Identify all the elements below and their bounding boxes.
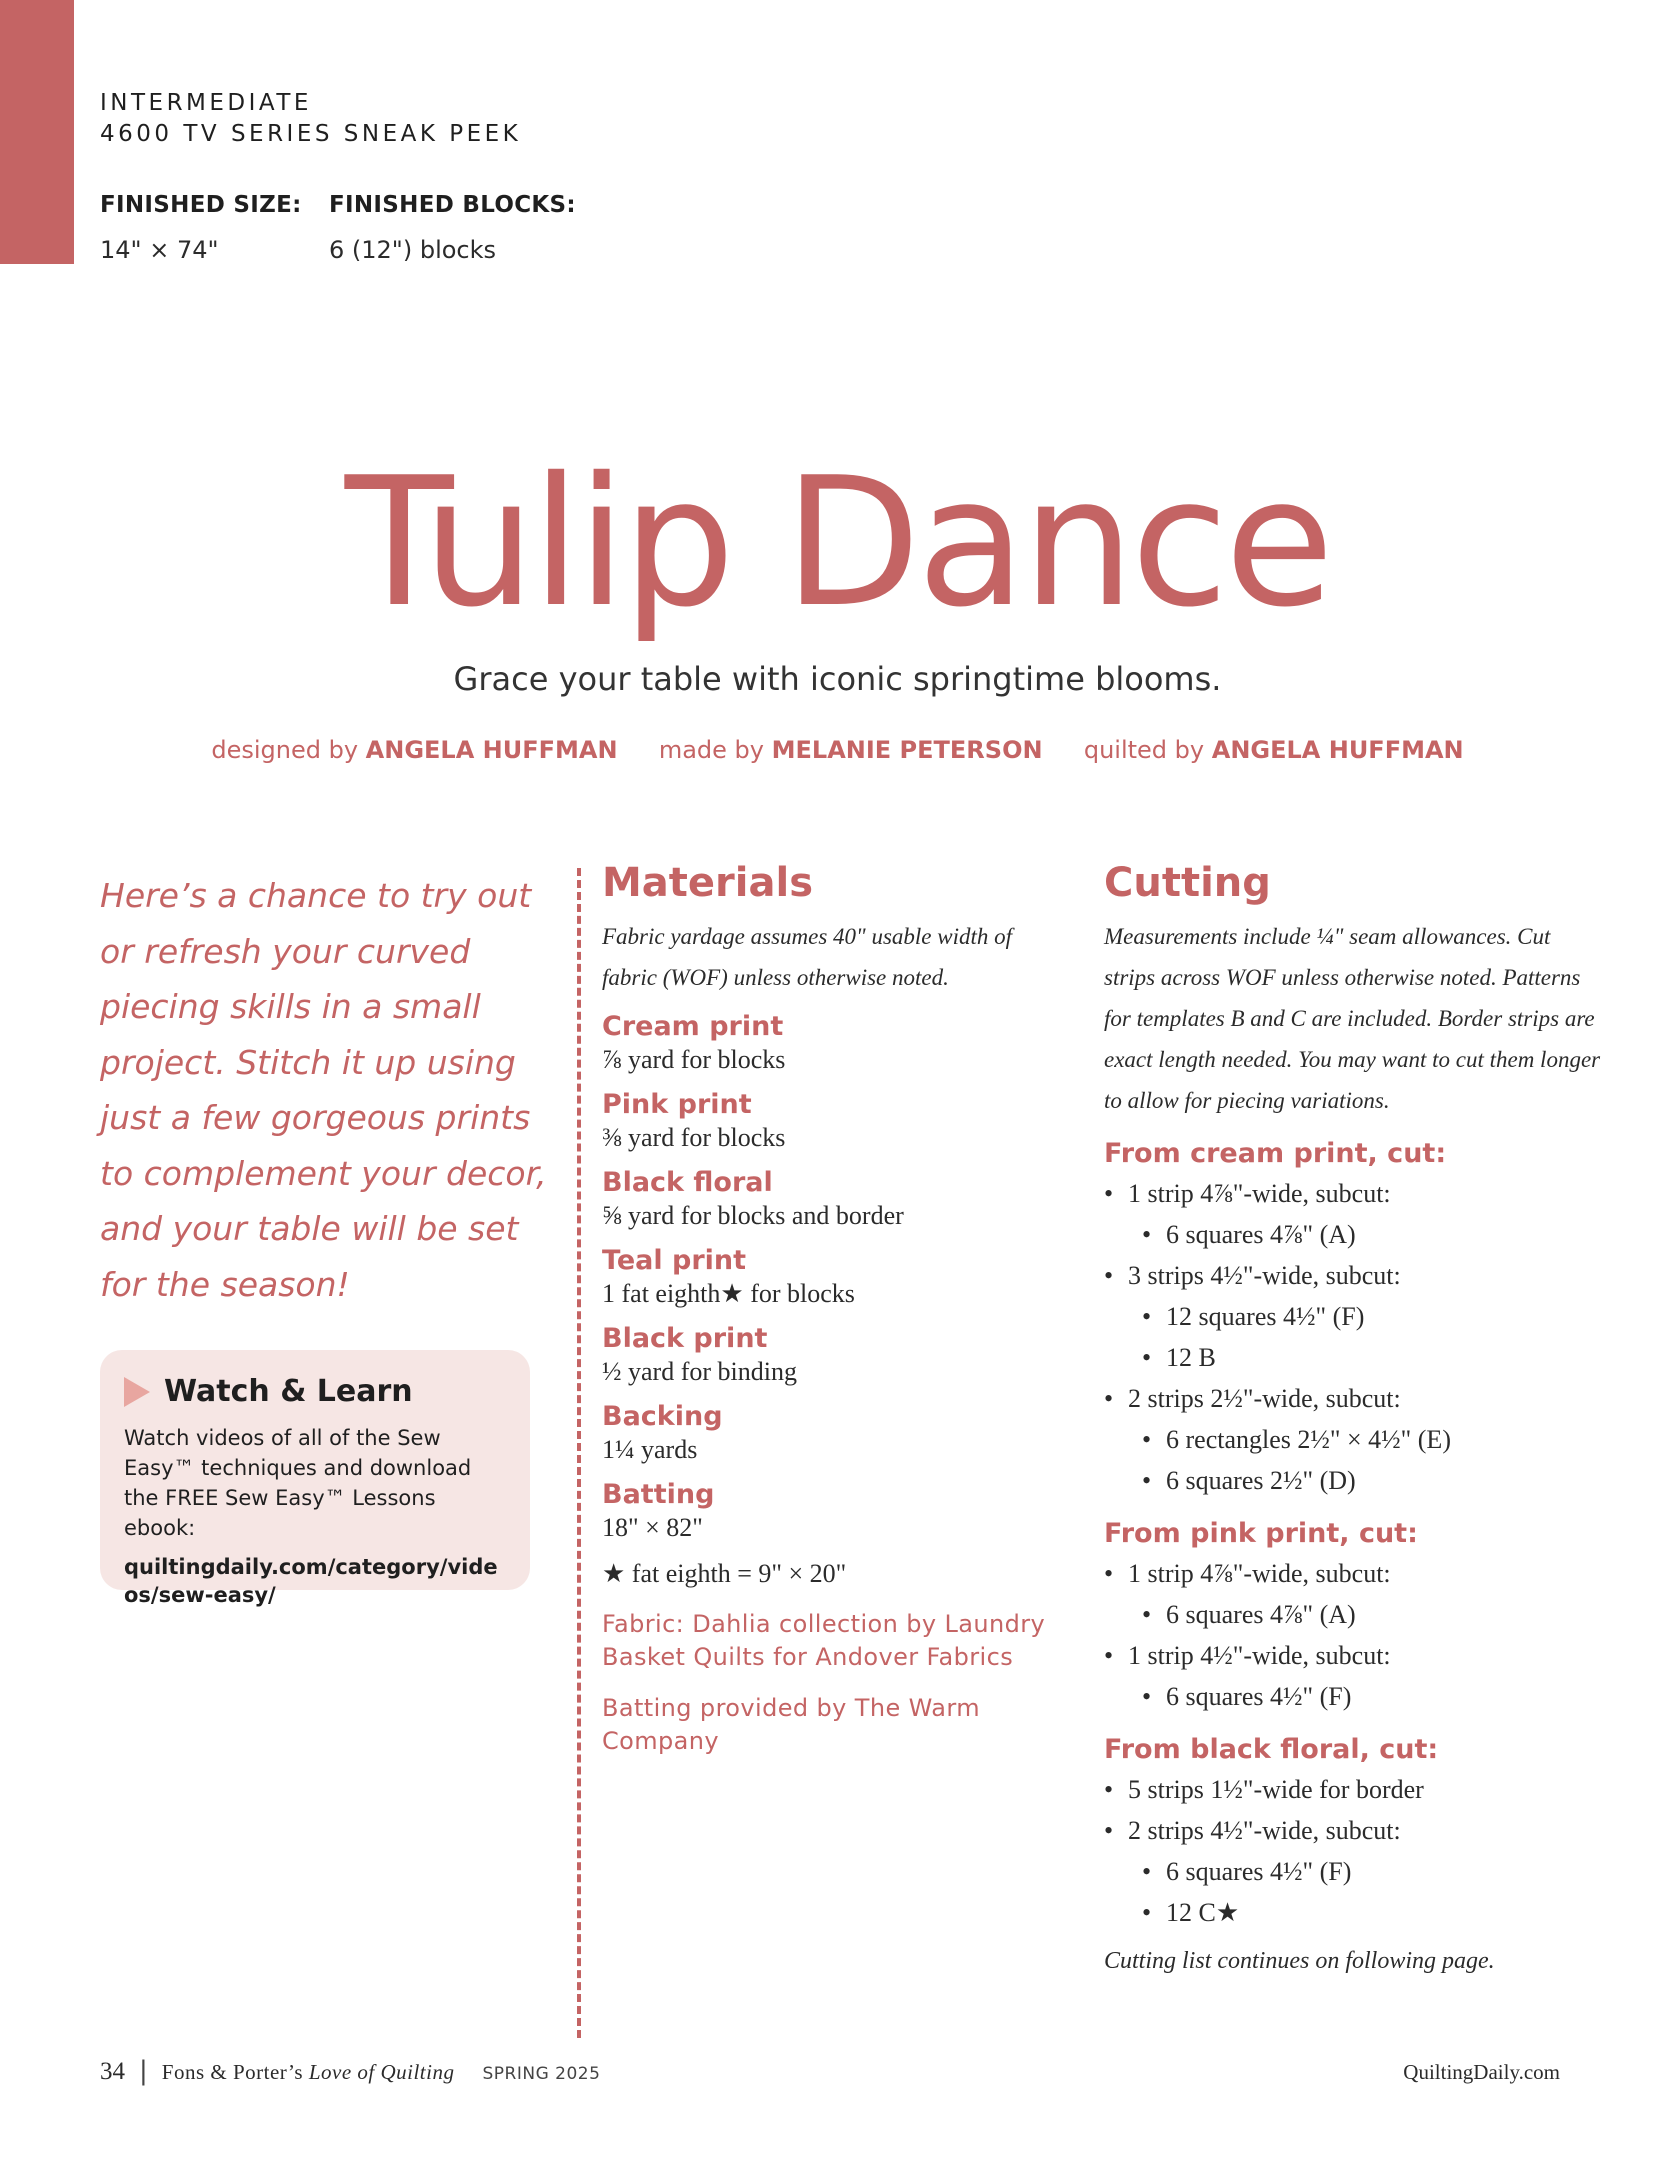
credits-line: [0, 736, 1675, 764]
made-role: made by: [658, 736, 764, 764]
watch-link[interactable]: quiltingdaily.com/category/videos/sew-easy/: [124, 1555, 498, 1607]
materials-note: Fabric yardage assumes 40" usable width of fabric (WOF) unless otherwise noted.: [602, 924, 1013, 990]
designed-role: designed by: [211, 736, 359, 764]
materials-section: [602, 858, 1052, 1758]
cutting-item: • 5 strips 1½"-wide for border: [1104, 1769, 1604, 1810]
material-item: [602, 1478, 1052, 1544]
finished-blocks-label: FINISHED BLOCKS:: [329, 192, 576, 218]
cutting-list: [1104, 1769, 1604, 1933]
site-url[interactable]: QuiltingDaily.com: [1403, 2060, 1560, 2084]
cutting-item: • 2 strips 4½"-wide, subcut:: [1104, 1810, 1604, 1851]
cutting-group: [1104, 1135, 1604, 1501]
maker-name: MELANIE PETERSON: [771, 736, 1043, 764]
material-item: [602, 1244, 1052, 1310]
page-footer: 34 | Fons & Porter’s Love of Quilting SPRING 2025 QuiltingDaily.com: [100, 2056, 1560, 2086]
designer-name: ANGELA HUFFMAN: [365, 736, 618, 764]
material-desc: 1¼ yards: [602, 1435, 698, 1464]
cutting-item: • 1 strip 4⅞"-wide, subcut:: [1104, 1553, 1604, 1594]
material-name: Teal print: [602, 1245, 747, 1276]
cutting-subitem: • 12 squares 4½" (F): [1104, 1296, 1604, 1337]
material-item: [602, 1322, 1052, 1388]
material-desc: 1 fat eighth★ for blocks: [602, 1279, 855, 1308]
material-name: Black floral: [602, 1167, 773, 1198]
material-name: Cream print: [602, 1011, 784, 1042]
materials-title: Materials: [602, 860, 813, 906]
cutting-subitem: • 6 squares 4⅞" (A): [1104, 1214, 1604, 1255]
fat-eighth-footnote: ★ fat eighth = 9" × 20": [602, 1559, 847, 1588]
finished-blocks-value: 6 (12") blocks: [329, 236, 497, 264]
finished-size-label: FINISHED SIZE:: [100, 192, 302, 218]
intro-text: Here’s a chance to try out or refresh your curved piecing skills in a small project. Stitch it up using just a few gorgeous prints to complement your decor, and your table will be set for the season!: [100, 876, 547, 1304]
material-name: Batting: [602, 1479, 715, 1510]
materials-list: [602, 1010, 1052, 1544]
level-label: INTERMEDIATE: [100, 90, 312, 116]
issue-label: SPRING 2025: [482, 2064, 601, 2084]
material-desc: ⅝ yard for blocks and border: [602, 1201, 904, 1230]
cutting-group-heading: From pink print, cut:: [1104, 1518, 1418, 1549]
quilter-name: ANGELA HUFFMAN: [1211, 736, 1464, 764]
magazine-prefix: Fons & Porter’s: [161, 2060, 309, 2084]
cutting-group: [1104, 1515, 1604, 1717]
cutting-subitem: • 6 squares 4⅞" (A): [1104, 1594, 1604, 1635]
cutting-note: Measurements include ¼" seam allowances. Cut strips across WOF unless otherwise noted. Patterns for templates B and C are included. Border strips are exact length needed. You may want to cut them longer to allow for piecing variations.: [1104, 924, 1601, 1113]
cutting-title: Cutting: [1104, 860, 1271, 906]
material-desc: ⅜ yard for blocks: [602, 1123, 786, 1152]
cutting-subitem: • 6 rectangles 2½" × 4½" (E): [1104, 1419, 1604, 1460]
watch-text: Watch videos of all of the Sew Easy™ techniques and download the FREE Sew Easy™ Lessons ebook:: [124, 1426, 472, 1540]
fabric-credit: Fabric: Dahlia collection by Laundry Basket Quilts for Andover Fabrics: [602, 1610, 1046, 1671]
watch-and-learn-box: [100, 1350, 530, 1607]
material-name: Backing: [602, 1401, 723, 1432]
material-item: [602, 1166, 1052, 1232]
batting-credit: Batting provided by The Warm Company: [602, 1694, 980, 1755]
cutting-subitem: • 6 squares 4½" (F): [1104, 1851, 1604, 1892]
cutting-item: • 3 strips 4½"-wide, subcut:: [1104, 1255, 1604, 1296]
cutting-list: [1104, 1173, 1604, 1501]
cutting-continued: Cutting list continues on following page.: [1104, 1948, 1495, 1974]
cutting-section: [1104, 858, 1604, 1977]
magazine-title: Love of Quilting: [308, 2060, 455, 2084]
material-desc: ⅞ yard for blocks: [602, 1045, 786, 1074]
material-name: Pink print: [602, 1089, 752, 1120]
play-icon: [124, 1377, 150, 1407]
material-item: [602, 1010, 1052, 1076]
cutting-group: [1104, 1731, 1604, 1933]
cutting-groups: [1104, 1135, 1604, 1933]
cutting-list: [1104, 1553, 1604, 1717]
material-desc: 18" × 82": [602, 1513, 703, 1542]
cutting-subitem: • 6 squares 4½" (F): [1104, 1676, 1604, 1717]
watch-title: Watch & Learn: [164, 1374, 413, 1409]
cutting-item: • 2 strips 2½"-wide, subcut:: [1104, 1378, 1604, 1419]
accent-bar: [0, 0, 74, 264]
quilted-role: quilted by: [1083, 736, 1205, 764]
page-title: Tulip Dance: [344, 439, 1331, 646]
finished-blocks: [329, 192, 576, 264]
cutting-subitem: • 6 squares 2½" (D): [1104, 1460, 1604, 1501]
series-label: 4600 TV SERIES SNEAK PEEK: [100, 121, 522, 147]
magazine-name: [162, 2060, 455, 2085]
material-name: Black print: [602, 1323, 768, 1354]
cutting-item: • 1 strip 4½"-wide, subcut:: [1104, 1635, 1604, 1676]
finished-size-value: 14" × 74": [100, 236, 219, 264]
cutting-subitem: • 12 C★: [1104, 1892, 1604, 1933]
cutting-subitem: • 12 B: [1104, 1337, 1604, 1378]
page-subtitle: Grace your table with iconic springtime blooms.: [453, 660, 1222, 698]
page-number: 34: [100, 2058, 125, 2085]
cutting-group-heading: From cream print, cut:: [1104, 1138, 1447, 1169]
kicker: [100, 88, 521, 150]
material-item: [602, 1088, 1052, 1154]
cutting-item: • 1 strip 4⅞"-wide, subcut:: [1104, 1173, 1604, 1214]
cutting-group-heading: From black floral, cut:: [1104, 1734, 1439, 1765]
column-divider: [577, 868, 581, 2038]
material-desc: ½ yard for binding: [602, 1357, 797, 1386]
finished-size: [100, 192, 302, 264]
material-item: [602, 1400, 1052, 1466]
